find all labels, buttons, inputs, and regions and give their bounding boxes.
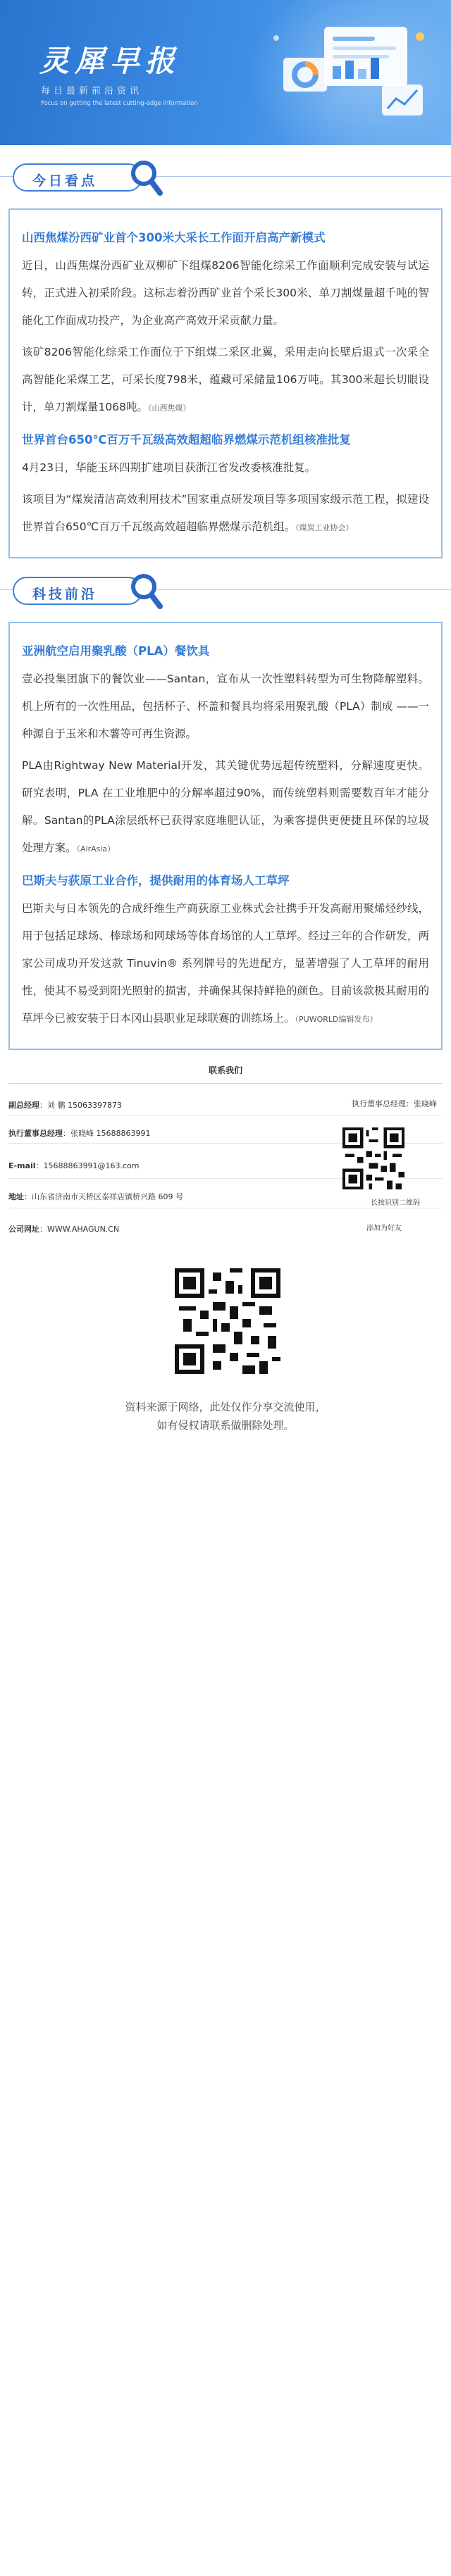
article-paragraph	[22, 752, 429, 863]
article-paragraph	[22, 486, 429, 542]
article-paragraph-text: 巴斯夫与日本领先的合成纤维生产商荻原工业株式会社携手开发高耐用聚烯烃纱线，用于包括足球场、棒球场和网球场等体育场馆的人工草坪。经过三年的合作研发，两家公司成功开发这款 Tinuvin® 系列牌号的先进配方，显著增强了人工草坪的耐用性，使其不易受到阳光照射的损害，并确保其保持鲜艳的颜色。目前该款极其耐用的草坪今已被安装于日本冈山县职业足球联赛的训练场上。	[22, 902, 429, 1025]
magnifier-icon	[128, 156, 163, 197]
qr-caption-name: 执行董事总经理：张晓峰	[352, 1099, 437, 1108]
section-pill	[13, 577, 142, 605]
news-box-today	[8, 208, 443, 558]
article-paragraph-text: 该矿8206智能化综采工作面位于下组煤二采区北翼，采用走向长壁后退式一次采全高智能化采煤工艺，可采长度798米，蕴藏可采储量106万吨。其300米超长切眼设计，单刀割煤量1068吨。	[22, 346, 429, 413]
footer-disclaimer	[0, 1398, 451, 1453]
qr-caption-add: 添加为好友	[366, 1225, 402, 1232]
article-title[interactable]: 世界首台650℃百万千瓦级高效超超临界燃煤示范机组核准批复	[22, 433, 351, 446]
contact-deputy-label: 副总经理	[8, 1101, 39, 1110]
header-banner	[0, 0, 451, 145]
section-pill	[13, 163, 142, 192]
article-paragraph-text: PLA由Rightway New Material开发，其关键优势远超传统塑料，分解速度更快。研究表明，PLA 在工业堆肥中的分解率超过90%，而传统塑料则需要数百年才能分解。Santan的PLA涂层纸杯已获得家庭堆肥认证，为乘客提供更便捷且环保的垃圾处理方案。	[22, 759, 429, 854]
news-box-tech	[8, 622, 443, 1050]
article-paragraph: 近日，山西焦煤汾西矿业双柳矿下组煤8206智能化综采工作面顺利完成安装与试运转，正式进入初采阶段。这标志着汾西矿业首个采长300米、单刀割煤量超千吨的智能化工作面成功投产，为企业高产高效开采贡献力量。	[22, 259, 429, 327]
article-source: （PUWORLD编辑发布）	[295, 1015, 378, 1024]
article-source: （AirAsia）	[76, 844, 116, 854]
magnifier-icon	[128, 570, 163, 611]
contact-website-value: ：WWW.AHAGUN.CN	[39, 1225, 120, 1234]
contact-exec-value: ：张晓峰 15688863991	[63, 1129, 151, 1138]
article-title[interactable]: 巴斯夫与荻原工业合作，提供耐用的体育场人工草坪	[22, 874, 290, 887]
section-header-tech	[0, 558, 451, 622]
contact-website-label: 公司网址	[8, 1225, 39, 1234]
contact-address-value: ：山东省济南市天桥区泰祥店镇桥兴路 609 号	[24, 1192, 183, 1201]
contact-heading: 联系我们	[8, 1060, 443, 1084]
banner-illustration-icon	[269, 17, 431, 130]
article-paragraph: 4月23日，华能玉环四期扩建项目获浙江省发改委核准批复。	[22, 461, 316, 474]
article-paragraph: 壹必投集团旗下的餐饮业——Santan，宣布从一次性塑料转型为可生物降解塑料。机上所有的一次性用品，包括杯子、杯盖和餐具均将采用聚乳酸（PLA）制成 ——一种源自于玉米和木薯等可再生资源。	[22, 673, 429, 740]
contact-deputy	[8, 1099, 122, 1111]
qr-code-icon[interactable]	[342, 1127, 404, 1189]
footer-line-2: 如有侵权请联系做删除处理。	[156, 1419, 295, 1432]
contact-address-label: 地址	[8, 1192, 24, 1201]
article-source: （煤炭工业协会）	[295, 523, 354, 532]
article-paragraph	[22, 339, 429, 422]
contact-deputy-value: ：刘 鹏 15063397873	[39, 1101, 122, 1110]
footer-line-1: 资料来源于网络，此处仅作分享交流使用，	[125, 1401, 326, 1413]
contact-rows	[8, 1084, 443, 1253]
section-header-today	[0, 145, 451, 208]
contact-email-value: ：15688863991@163.com	[35, 1161, 140, 1170]
contact-address	[8, 1191, 183, 1202]
section-heading: 科技前沿	[32, 587, 98, 602]
contact-exec-label: 执行董事总经理	[8, 1129, 63, 1138]
article-paragraph	[22, 895, 429, 1033]
contact-email-label: E-mail	[8, 1161, 36, 1170]
qr-caption-hint: 长按识别二维码	[371, 1199, 420, 1207]
article-source: （山西焦煤）	[147, 404, 191, 413]
banner-title: 灵犀早报	[39, 44, 181, 78]
qr-code-icon[interactable]	[175, 1268, 280, 1374]
section-heading: 今日看点	[32, 173, 98, 189]
banner-subtitle: 每日最新前沿资讯	[41, 86, 143, 96]
follow-qr-area	[0, 1253, 451, 1398]
contact-website[interactable]	[8, 1223, 119, 1234]
banner-tagline: Focus on getting the latest cutting-edge information	[41, 100, 198, 107]
article-title[interactable]: 山西焦煤汾西矿业首个300米大采长工作面开启高产新模式	[22, 231, 326, 244]
contact-email[interactable]	[8, 1160, 140, 1171]
article-title[interactable]: 亚洲航空启用聚乳酸（PLA）餐饮具	[22, 644, 210, 658]
contact-section	[8, 1060, 443, 1253]
contact-exec	[8, 1127, 150, 1139]
article-paragraph-text: 该项目为“煤炭清洁高效利用技术”国家重点研发项目等多项国家级示范工程，拟建设世界首台650℃百万千瓦级高效超超临界燃煤示范机组。	[22, 493, 429, 533]
